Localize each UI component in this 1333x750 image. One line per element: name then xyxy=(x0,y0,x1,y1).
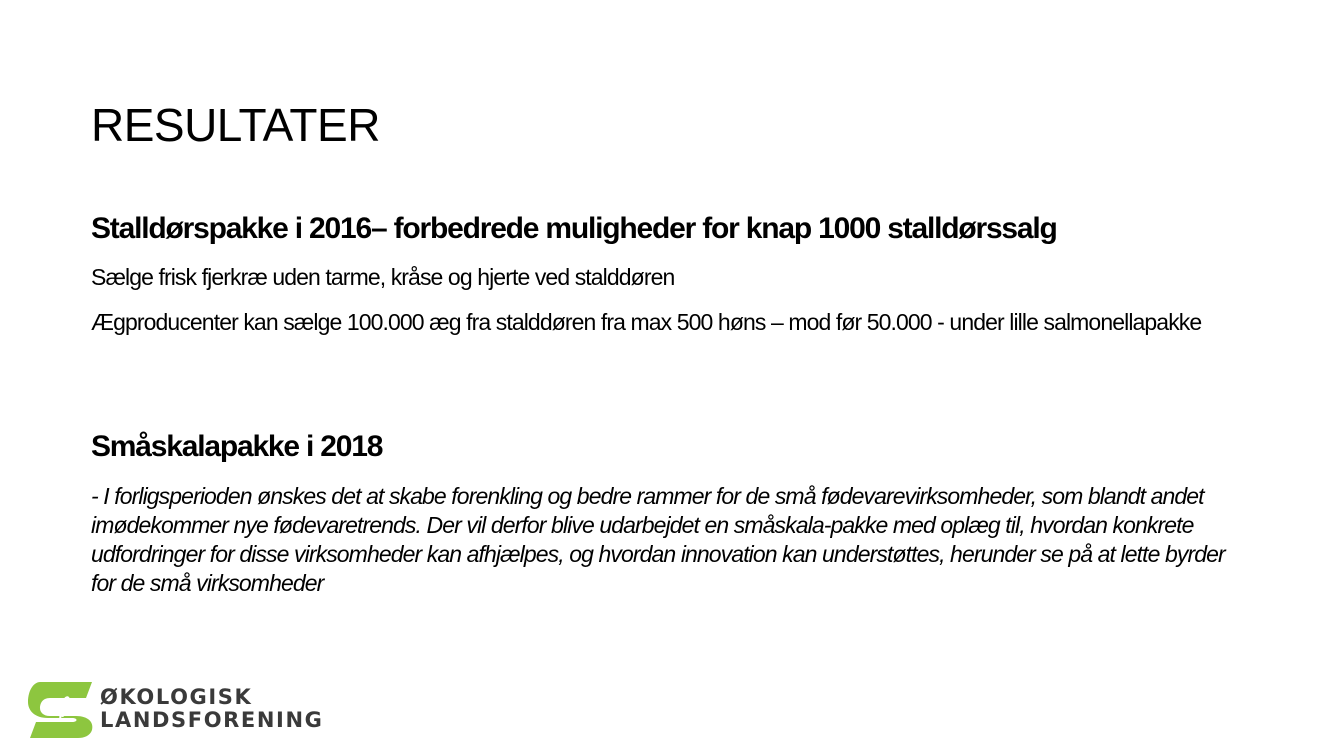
organization-logo xyxy=(26,678,323,740)
logo-line-2: LANDSFORENING xyxy=(100,708,324,732)
logo-wordmark xyxy=(100,686,323,732)
section-heading-smaskala: Småskalapakke i 2018 xyxy=(91,430,383,463)
section-heading-staldor: Stalldørspakke i 2016– forbedrede muligheder for knap 1000 stalldørssalg xyxy=(91,212,1057,245)
section-body-text: - I forligsperioden ønskes det at skabe forenkling og bedre rammer for de små fødevarevirksomheder, som blandt andet imødekommer nye fødevaretrends. Der vil derfor blive udarbejdet en småskala-pakke med oplæg til, hvordan konkrete udfordringer for disse virksomheder kan afhjælpes, og hvordan innovation kan understøttes, herunder se på at lette byrder for de små virksomheder xyxy=(91,483,1225,596)
bullet-text: Ægproducenter kan sælge 100.000 æg fra stalddøren fra max 500 høns – mod før 50.000 - under lille salmonellapakke xyxy=(91,309,1202,335)
logo-line-1: ØKOLOGISK xyxy=(100,685,253,709)
leaf-logo-icon xyxy=(26,678,98,740)
bullet-text: Sælge frisk fjerkræ uden tarme, kråse og hjerte ved stalddøren xyxy=(91,264,675,290)
slide-title: RESULTATER xyxy=(91,99,380,151)
